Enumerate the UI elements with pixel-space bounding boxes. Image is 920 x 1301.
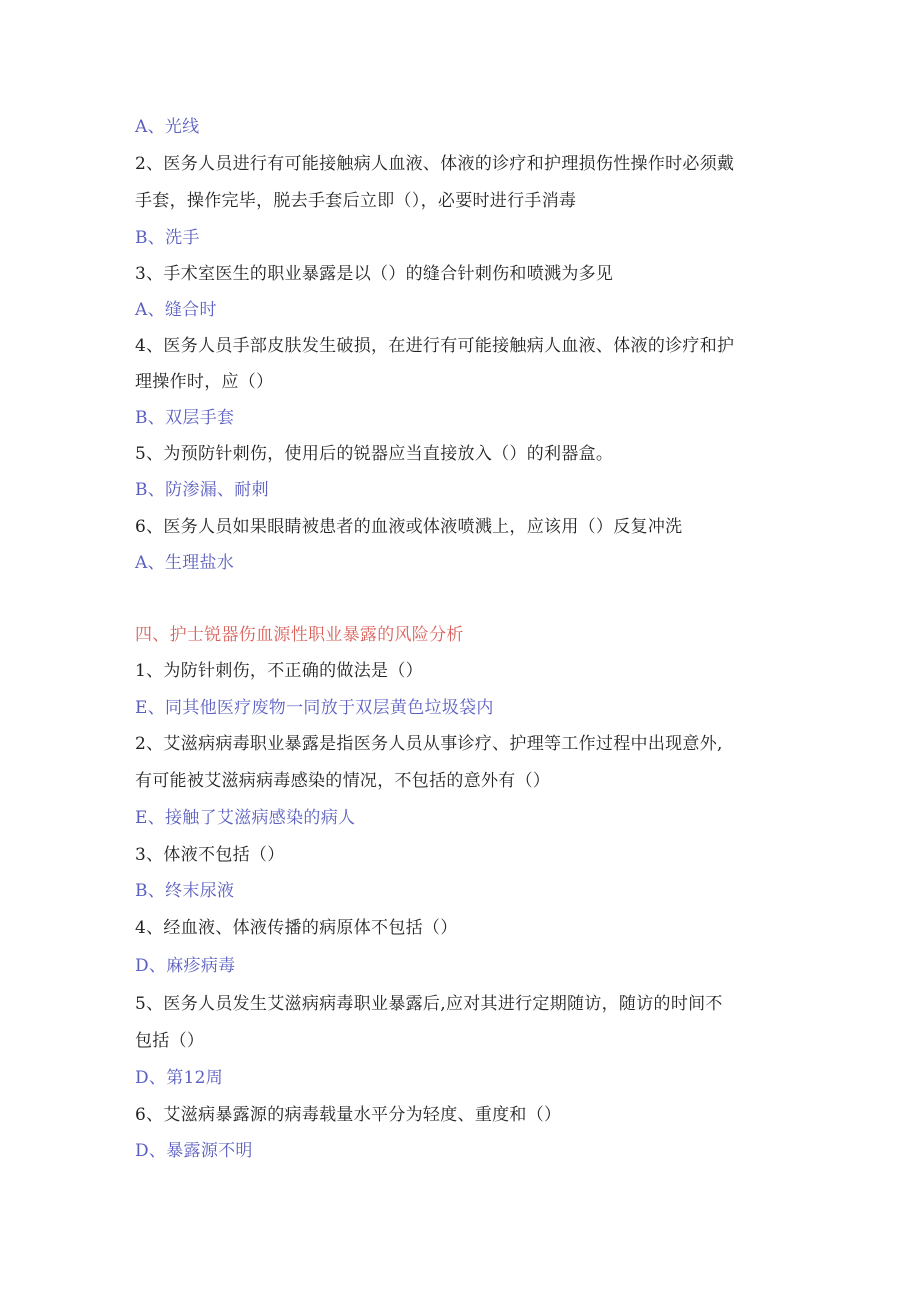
question-line: 4、医务人员手部皮肤发生破损，在进行有可能接触病人血液、体液的诊疗和护	[135, 336, 735, 356]
answer-line: D、第12周	[135, 1068, 224, 1088]
question-line: 包括（）	[135, 1031, 205, 1051]
answer-line: A、缝合时	[135, 300, 217, 320]
answer-line: B、终末尿液	[135, 881, 235, 901]
question-line: 6、艾滋病暴露源的病毒载量水平分为轻度、重度和（）	[135, 1105, 562, 1125]
answer-line: B、洗手	[135, 228, 200, 248]
question-line: 手套，操作完毕，脱去手套后立即（），必要时进行手消毒	[135, 191, 577, 211]
question-line: 理操作时，应（）	[135, 372, 274, 392]
answer-line: A、生理盐水	[135, 553, 235, 573]
question-line: 2、艾滋病病毒职业暴露是指医务人员从事诊疗、护理等工作过程中出现意外,	[135, 734, 723, 754]
question-line: 3、手术室医生的职业暴露是以（）的缝合针刺伤和喷溅为多见	[135, 264, 614, 284]
question-line: 6、医务人员如果眼睛被患者的血液或体液喷溅上，应该用（）反复冲洗	[135, 517, 683, 537]
question-line: 4、经血液、体液传播的病原体不包括（）	[135, 918, 458, 938]
question-line: 1、为防针刺伤，不正确的做法是（）	[135, 661, 423, 681]
question-line: 5、医务人员发生艾滋病病毒职业暴露后,应对其进行定期随访，随访的时间不	[135, 994, 723, 1014]
answer-line: B、防渗漏、耐刺	[135, 480, 269, 500]
answer-line: D、麻疹病毒	[135, 956, 236, 976]
question-line: 有可能被艾滋病病毒感染的情况，不包括的意外有（）	[135, 771, 551, 791]
question-line: 5、为预防针刺伤，使用后的锐器应当直接放入（）的利器盒。	[135, 444, 614, 464]
answer-line: A、光线	[135, 117, 200, 137]
section-heading: 四、护士锐器伤血源性职业暴露的风险分析	[135, 625, 464, 645]
answer-line: B、双层手套	[135, 408, 235, 428]
question-line: 2、医务人员进行有可能接触病人血液、体液的诊疗和护理损伤性操作时必须戴	[135, 154, 735, 174]
answer-line: E、同其他医疗废物一同放于双层黄色垃圾袋内	[135, 698, 494, 718]
answer-line: D、暴露源不明	[135, 1141, 253, 1161]
answer-line: E、接触了艾滋病感染的病人	[135, 808, 356, 828]
question-line: 3、体液不包括（）	[135, 845, 285, 865]
